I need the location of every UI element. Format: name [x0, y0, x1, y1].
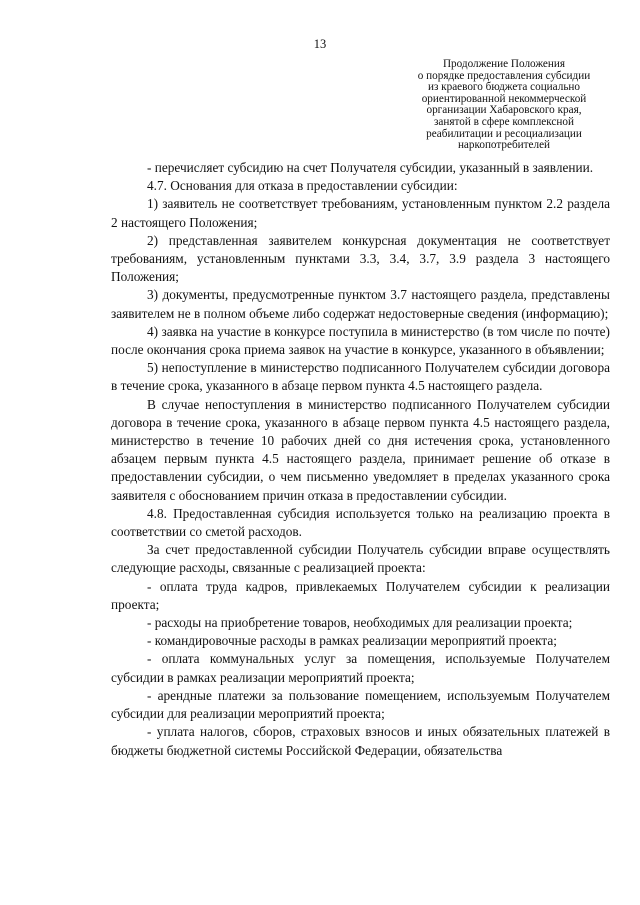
document-body: [111, 159, 610, 760]
header-line: о порядке предоставления субсидии: [417, 69, 591, 82]
list-item: - оплата труда кадров, привлекаемых Получателем субсидии к реализации проекта;: [111, 578, 610, 612]
header-line: ориентированной некоммерческой: [421, 92, 587, 105]
header-block: [400, 59, 608, 152]
section-heading: 4.7. Основания для отказа в предоставлении субсидии:: [147, 178, 458, 194]
list-item: 1) заявитель не соответствует требованиям, установленным пунктом 2.2 раздела 2 настоящего Положения;: [111, 196, 610, 230]
page-number: 13: [313, 37, 327, 51]
list-item: 5) непоступление в министерство подписанного Получателем субсидии договора в течение срока, указанного в абзаце первом пункта 4.5 настоящего раздела.: [111, 360, 610, 394]
list-item: - расходы на приобретение товаров, необходимых для реализации проекта;: [147, 615, 573, 631]
list-item: - арендные платежи за пользование помещением, используемым Получателем субсидии для реализации мероприятий проекта;: [111, 687, 610, 722]
section-heading: 4.8. Предоставленная субсидия используется только на реализацию проекта в соответствии со сметой расходов.: [111, 505, 610, 540]
paragraph: В случае непоступления в министерство подписанного Получателем субсидии договора в течение срока, указанного в абзаце первом пункта 4.5 настоящего раздела, министерство в течение 10 рабочих дней со дня истечения срока, установленного абзацем первым пункта 4.5 настоящего раздела, принимает решение об отказе в предоставлении субсидии, о чем письменно уведомляет в пределах указанного срока заявителя с обоснованием причин отказа в предоставлении субсидии.: [111, 396, 610, 503]
list-item: 3) документы, предусмотренные пунктом 3.7 настоящего раздела, представлены заявителем не в полном объеме либо содержат недостоверные сведения (информацию);: [111, 287, 610, 321]
header-line: организации Хабаровского края,: [426, 104, 582, 117]
header-line: занятой в сфере комплексной: [434, 115, 574, 128]
list-item: - оплата коммунальных услуг за помещения, используемые Получателем субсидии в рамках реализации мероприятий проекта;: [111, 651, 610, 685]
list-item: 2) представленная заявителем конкурсная документация не соответствует требованиям, установленным пунктами 3.3, 3.4, 3.7, 3.9 раздела 3 настоящего Положения;: [111, 232, 610, 285]
list-item: 4) заявка на участие в конкурсе поступила в министерство (в том числе по почте) после окончания срока приема заявок на участие в конкурсе, указанного в объявлении;: [111, 323, 610, 358]
list-item: - уплата налогов, сборов, страховых взносов и иных обязательных платежей в бюджеты бюджетной системы Российской Федерации, обязательства: [111, 724, 610, 758]
list-item: - командировочные расходы в рамках реализации мероприятий проекта;: [147, 633, 557, 649]
header-line: наркопотребителей: [457, 139, 551, 152]
paragraph: - перечисляет субсидию на счет Получателя субсидии, указанный в заявлении.: [147, 160, 594, 175]
header-line: реабилитации и ресоциализации: [426, 127, 582, 140]
header-line: Продолжение Положения: [442, 58, 566, 70]
paragraph: За счет предоставленной субсидии Получатель субсидии вправе осуществлять следующие расходы, связанные с реализацией проекта:: [111, 542, 610, 576]
header-line: из краевого бюджета социально: [427, 81, 581, 94]
